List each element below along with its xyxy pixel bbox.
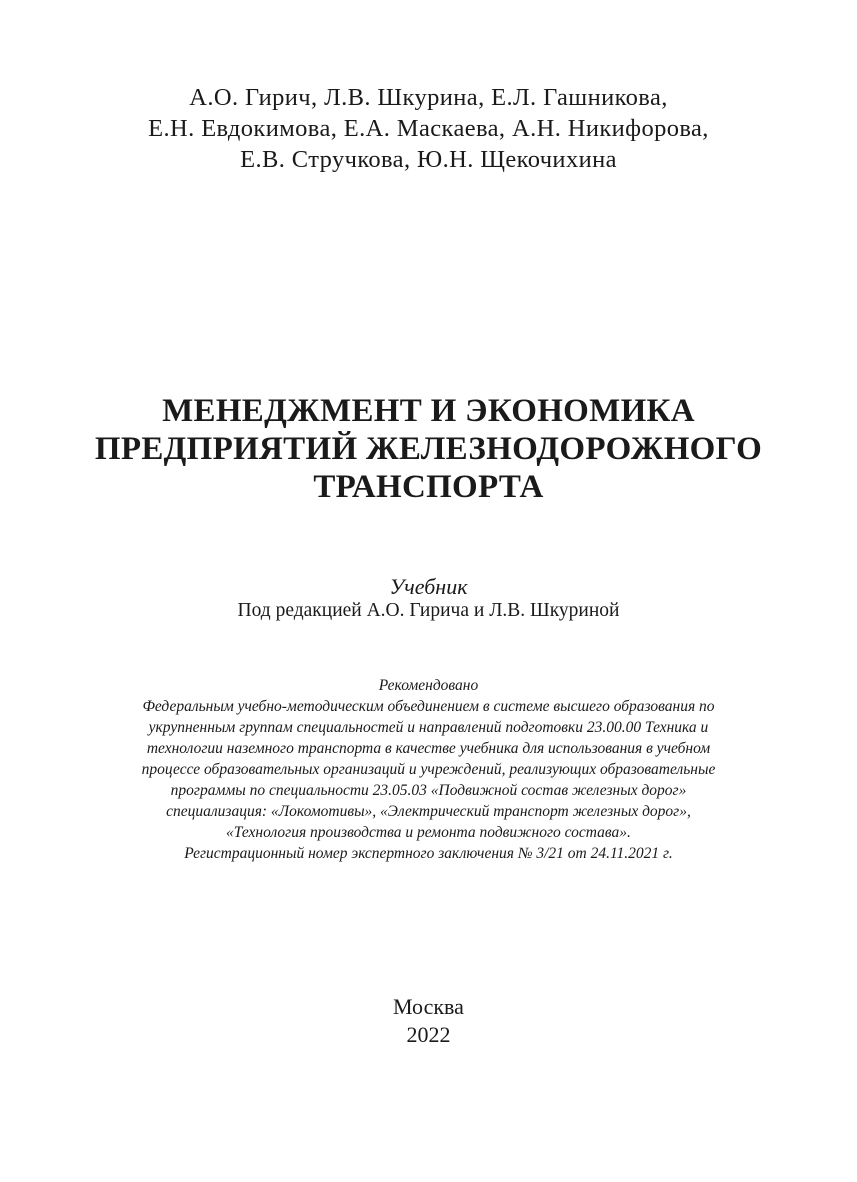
recommendation-line: Регистрационный номер экспертного заключения № 3/21 от 24.11.2021 г. <box>184 845 673 862</box>
recommendation-line: «Технология производства и ремонта подвижного состава». <box>226 824 631 841</box>
recommendation-line: программы по специальности 23.05.03 «Подвижной состав железных дорог» <box>170 782 687 799</box>
title-line: МЕНЕДЖМЕНТ И ЭКОНОМИКА <box>162 393 695 429</box>
authors-line: Е.Н. Евдокимова, Е.А. Маскаева, А.Н. Никифорова, <box>148 115 709 142</box>
recommendation-line: процессе образовательных организаций и учреждений, реализующих образовательные <box>141 761 716 778</box>
recommendation-line: технологии наземного транспорта в качестве учебника для использования в учебном <box>146 740 711 757</box>
recommendation-line: укрупненным группам специальностей и направлений подготовки 23.00.00 Техника и <box>148 719 709 736</box>
publication-year: 2022 <box>406 1022 451 1047</box>
recommendation-line: Федеральным учебно-методическим объединением в системе высшего образования по <box>142 698 715 715</box>
title-line: ТРАНСПОРТА <box>313 469 544 505</box>
publication-city: Москва <box>393 994 464 1019</box>
recommendation-line: специализация: «Локомотивы», «Электрический транспорт железных дорог», <box>166 803 691 820</box>
authors-line: Е.В. Стручкова, Ю.Н. Щекочихина <box>240 146 617 173</box>
authors-line: А.О. Гирич, Л.В. Шкурина, Е.Л. Гашникова, <box>189 84 668 111</box>
document-type: Учебник <box>389 574 468 599</box>
editors-line: Под редакцией А.О. Гирича и Л.В. Шкуриной <box>237 600 620 621</box>
title-line: ПРЕДПРИЯТИЙ ЖЕЛЕЗНОДОРОЖНОГО <box>94 431 763 467</box>
recommendation-heading: Рекомендовано <box>378 677 479 694</box>
